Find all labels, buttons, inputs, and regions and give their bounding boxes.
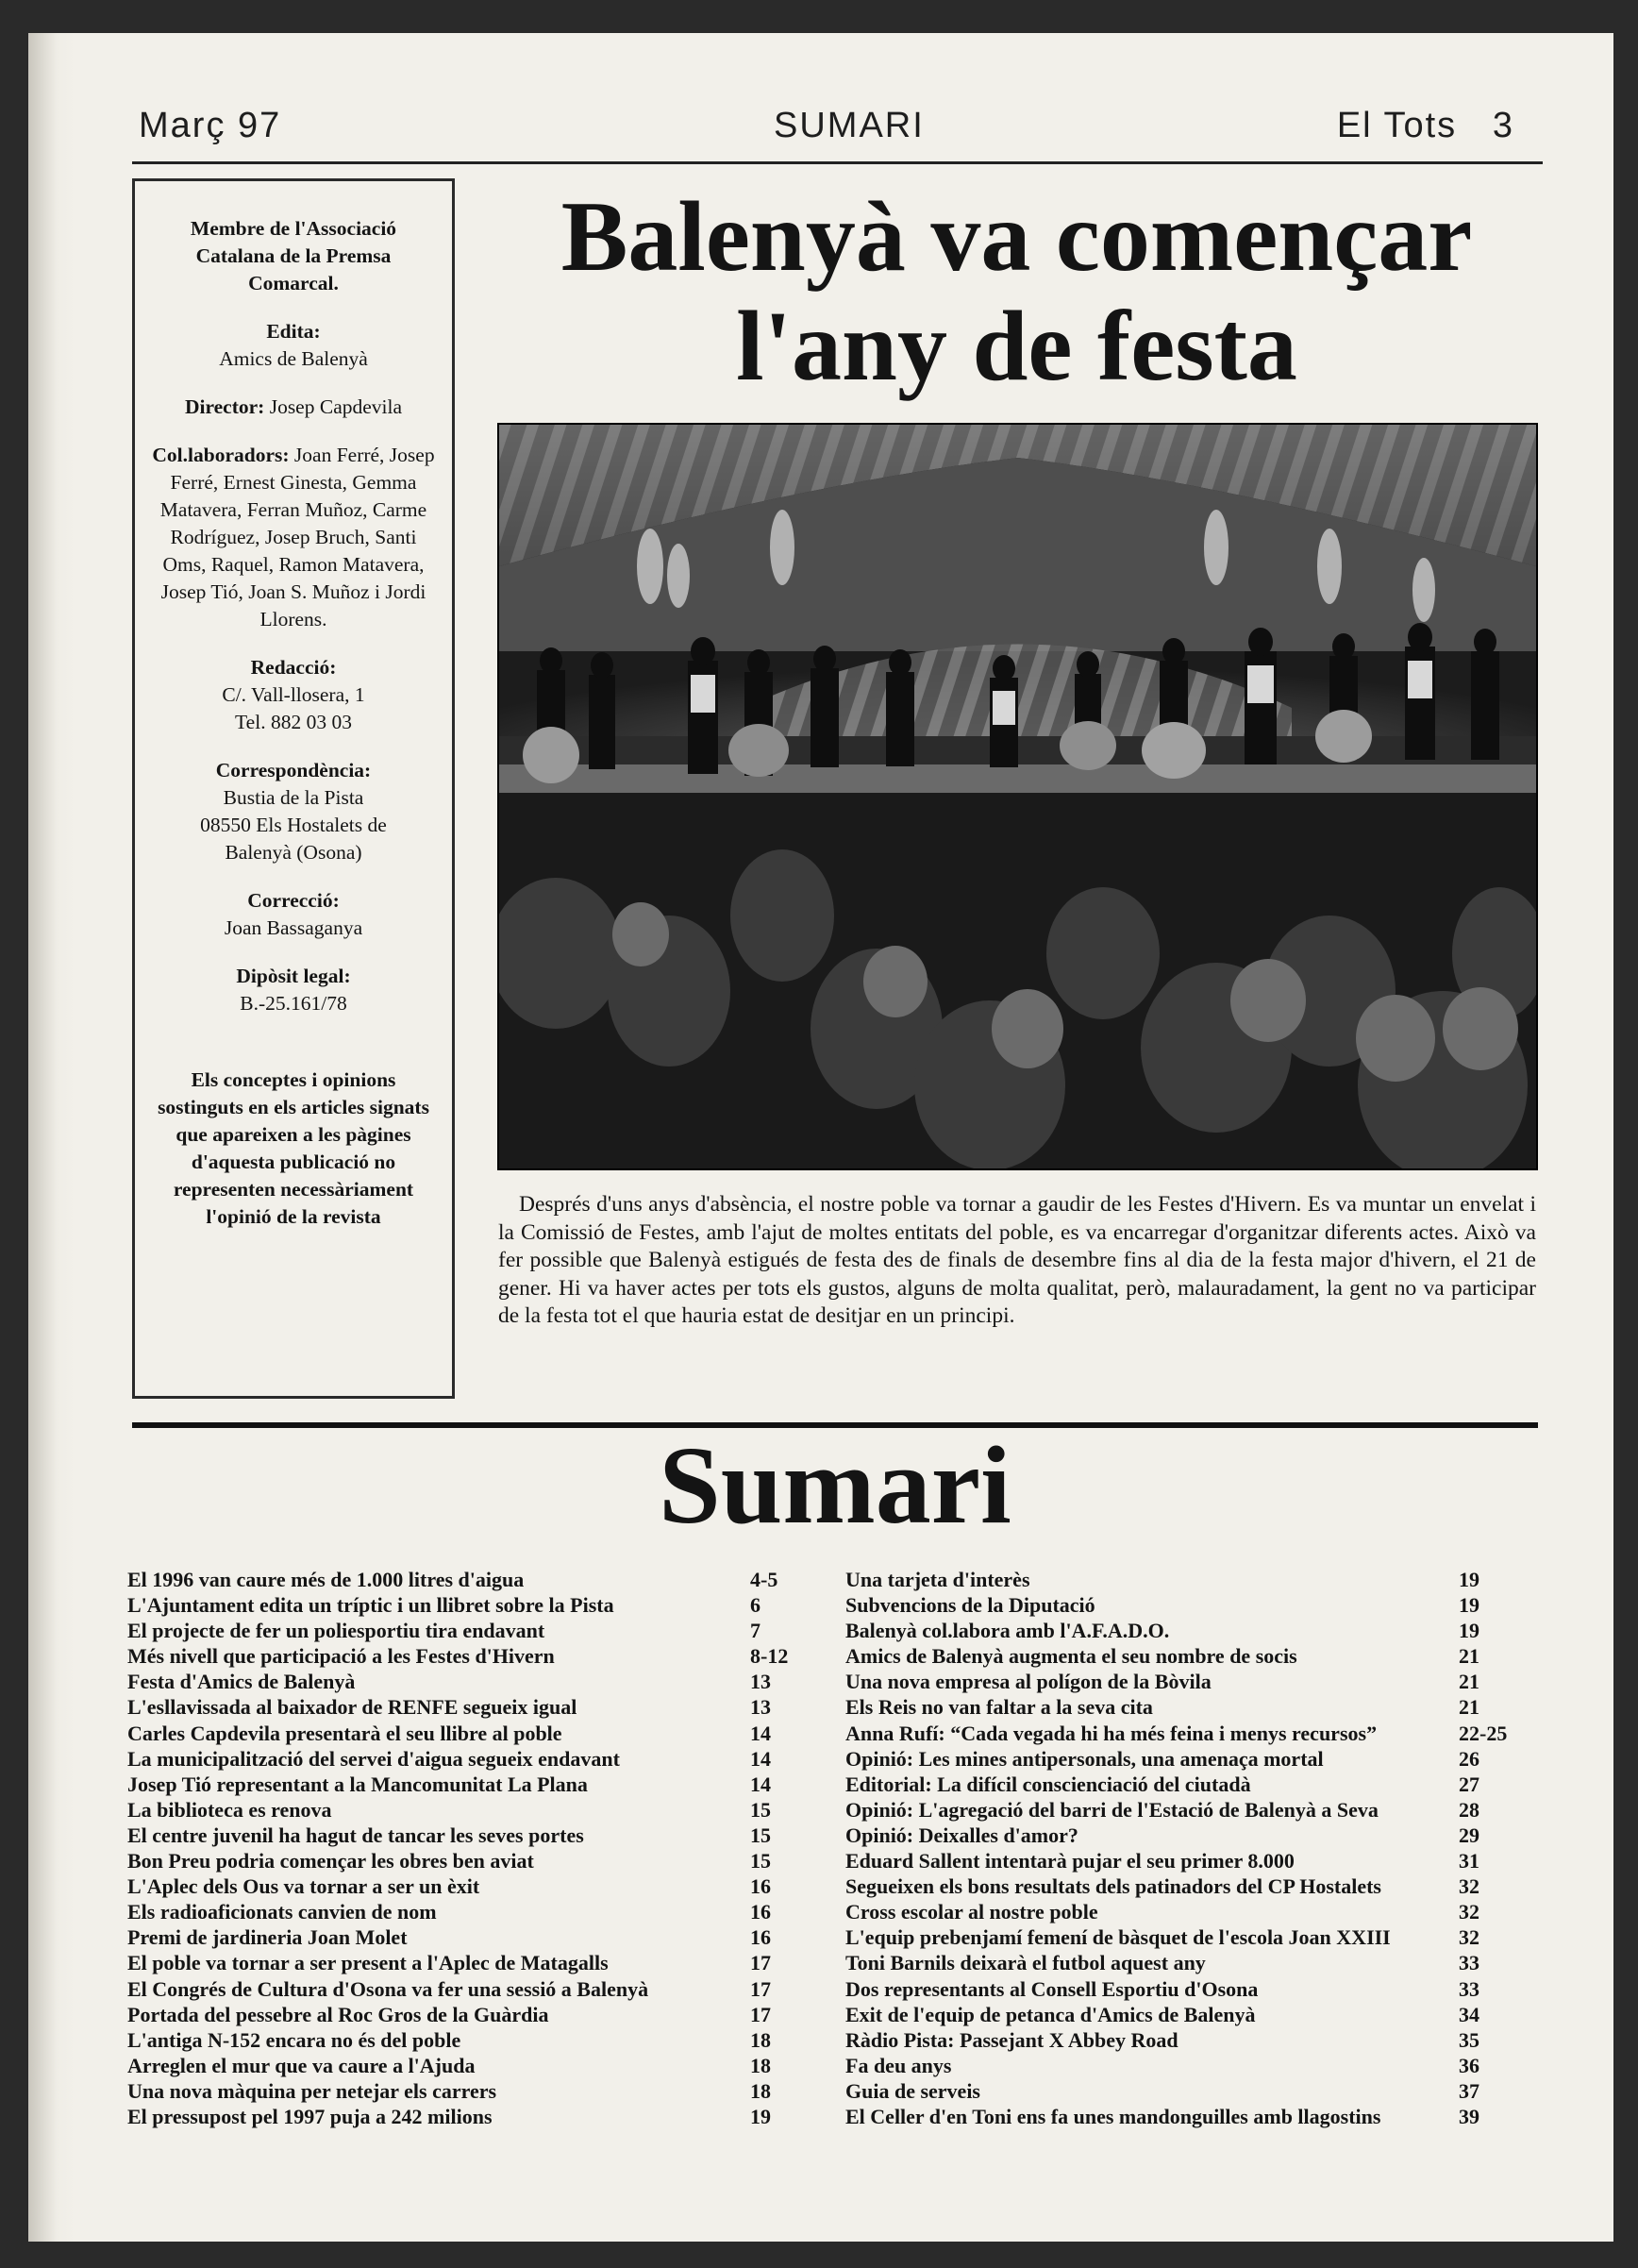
toc-entry (845, 1772, 1525, 1797)
toc-right-column (845, 1567, 1525, 2129)
toc-entry (845, 1950, 1525, 1975)
toc-entry (127, 1669, 799, 1694)
toc-entry-title: Una nova empresa al polígon de la Bòvila (845, 1670, 1212, 1694)
toc-entry-page: 37 (1459, 2078, 1479, 2103)
toc-entry-page: 39 (1459, 2104, 1479, 2128)
toc-entry-title: Premi de jardineria Joan Molet (127, 1925, 408, 1950)
toc-entry (127, 1797, 799, 1823)
corresp-label: Correspondència: (215, 759, 372, 781)
toc-entry-title: El poble va tornar a ser present a l'Aplec de Matagalls (127, 1951, 609, 1975)
toc-entry-page: 13 (750, 1670, 771, 1694)
toc-entry (845, 1721, 1525, 1746)
toc-entry-page: 28 (1459, 1797, 1479, 1822)
toc-entry (127, 1950, 799, 1975)
toc-entry-page: 27 (1459, 1772, 1479, 1796)
collab-value: Joan Ferré, Josep Ferré, Ernest Ginesta, Gemma Matavera, Ferran Muñoz, Carme Rodríguez, Josep Bruch, Santi Oms, Raquel, Ramon Matavera, Josep Tió, Joan S. Muñoz i Jordi Llorens. (159, 444, 435, 630)
page-fold-shadow (28, 33, 75, 2242)
toc-entry (127, 1848, 799, 1873)
toc-entry-title: Subvencions de la Diputació (845, 1593, 1095, 1618)
toc-entry-title: Toni Barnils deixarà el futbol aquest any (845, 1951, 1206, 1975)
collab-label: Col.laboradors: (152, 444, 290, 466)
toc-entry-page: 14 (750, 1772, 771, 1796)
toc-entry-title: Fa deu anys (845, 2053, 952, 2077)
toc-entry-title: Bon Preu podria començar les obres ben aviat (127, 1849, 534, 1873)
toc-entry-page: 21 (1459, 1695, 1479, 1720)
masthead-association: Membre de l'Associació Catalana de la Premsa Comarcal. (190, 217, 397, 294)
toc-entry-title: Arreglen el mur que va caure a l'Ajuda (127, 2053, 476, 2077)
toc-entry (127, 1924, 799, 1950)
redaccio-phone: Tel. 882 03 03 (235, 711, 352, 733)
toc-entry-title: Cross escolar al nostre poble (845, 1900, 1098, 1924)
toc-entry-page: 16 (750, 1874, 771, 1899)
toc-entry-title: Editorial: La difícil conscienciació del ciutadà (845, 1772, 1251, 1796)
toc-entry-page: 19 (750, 2104, 771, 2128)
toc-entry-page: 31 (1459, 1849, 1479, 1873)
toc-entry (845, 1618, 1525, 1643)
director-label: Director: (184, 395, 265, 418)
correccio-label: Correcció: (247, 889, 340, 912)
toc-entry-page: 13 (750, 1695, 771, 1720)
masthead-correspondencia (152, 757, 435, 866)
toc-entry-title: Amics de Balenyà augmenta el seu nombre de socis (845, 1644, 1297, 1669)
toc-entry-page: 17 (750, 2002, 771, 2026)
toc-entry-title: El Celler d'en Toni ens fa unes mandonguilles amb llagostins (845, 2104, 1381, 2128)
toc-entry-page: 21 (1459, 1644, 1479, 1669)
toc-entry (127, 1772, 799, 1797)
toc-entry-page: 32 (1459, 1900, 1479, 1924)
toc-entry-title: Ràdio Pista: Passejant X Abbey Road (845, 2027, 1178, 2052)
toc-entry-title: Josep Tió representant a la Mancomunitat La Plana (127, 1772, 588, 1796)
corresp-line3: Balenyà (Osona) (225, 841, 362, 864)
toc-entry (127, 1592, 799, 1618)
masthead-disclaimer: Els conceptes i opinions sostinguts en els articles signats que apareixen a les pàgines d'aquesta publicació no representen necessàriament l'opinió de la revista (158, 1068, 429, 1228)
toc-entry-title: Els radioaficionats canvien de nom (127, 1900, 437, 1924)
toc-entry (845, 1592, 1525, 1618)
toc-entry-page: 22-25 (1459, 1721, 1508, 1745)
toc-entry-title: L'antiga N-152 encara no és del poble (127, 2027, 461, 2052)
toc-entry (127, 1873, 799, 1899)
toc-entry (845, 1924, 1525, 1950)
toc-left-column (127, 1567, 799, 2129)
toc-entry-page: 14 (750, 1746, 771, 1771)
director-value: Josep Capdevila (269, 395, 403, 418)
toc-entry-page: 29 (1459, 1823, 1479, 1847)
toc-entry-page: 7 (750, 1619, 760, 1643)
toc-entry (127, 2078, 799, 2104)
toc-entry-title: El projecte de fer un poliesportiu tira endavant (127, 1619, 545, 1643)
masthead-director (152, 394, 435, 421)
correccio-value: Joan Bassaganya (224, 916, 363, 939)
toc-entry-page: 15 (750, 1849, 771, 1873)
toc-entry (845, 2078, 1525, 2104)
toc-entry-title: L'equip prebenjamí femení de bàsquet de l'escola Joan XXIII (845, 1925, 1391, 1950)
redaccio-address: C/. Vall-llosera, 1 (222, 683, 365, 706)
toc-entry-title: La municipalització del servei d'aigua segueix endavant (127, 1746, 620, 1771)
edita-value: Amics de Balenyà (219, 347, 368, 370)
toc-entry-title: El pressupost pel 1997 puja a 242 milions (127, 2104, 493, 2128)
toc-entry-page: 34 (1459, 2002, 1479, 2026)
toc-entry-page: 19 (1459, 1619, 1479, 1643)
toc-entry-page: 19 (1459, 1568, 1479, 1591)
photo-caption: Després d'uns anys d'absència, el nostre poble va tornar a gaudir de les Festes d'Hivern. Es va muntar un envelat i la Comissió de Festes, amb l'ajut de moltes entitats del poble, es va encarregar d'organitzar diferents actes. Això va fer possible que Balenyà estigués de festa des de finals de desembre fins al dia de la festa major d'hivern, el 21 de gener. Hi va haver actes per tots els gustos, alguns de molta qualitat, però, malauradament, la gent no va participar de la festa tot el que hauria estat de desitjar en un principi. (498, 1192, 1536, 1328)
toc-entry (845, 2027, 1525, 2053)
toc-entry-title: L'esllavissada al baixador de RENFE segueix igual (127, 1695, 577, 1720)
toc-entry-page: 15 (750, 1797, 771, 1822)
toc-entry (845, 1797, 1525, 1823)
toc-entry (127, 1618, 799, 1643)
toc-entry-title: Una tarjeta d'interès (845, 1568, 1030, 1591)
toc-entry-title: Carles Capdevila presentarà el seu llibre al poble (127, 1721, 562, 1745)
festival-dance-photo (497, 423, 1538, 1170)
toc-entry (845, 1823, 1525, 1848)
toc-entry-title: Una nova màquina per netejar els carrers (127, 2078, 497, 2103)
toc-entry (845, 1746, 1525, 1772)
toc-entry (127, 1721, 799, 1746)
toc-entry (127, 1976, 799, 2002)
toc-entry-title: Més nivell que participació a les Festes d'Hivern (127, 1644, 555, 1669)
toc-entry (845, 1873, 1525, 1899)
header-section: SUMARI (774, 106, 925, 145)
toc-entry-title: Opinió: Les mines antipersonals, una amenaça mortal (845, 1746, 1324, 1771)
toc-entry-title: Balenyà col.labora amb l'A.F.A.D.O. (845, 1619, 1170, 1643)
diposit-label: Dipòsit legal: (236, 965, 351, 987)
toc-entry-title: El 1996 van caure més de 1.000 litres d'aigua (127, 1568, 525, 1591)
toc-entry-title: Festa d'Amics de Balenyà (127, 1670, 356, 1694)
toc-entry-title: Segueixen els bons resultats dels patinadors del CP Hostalets (845, 1874, 1381, 1899)
corresp-line1: Bustia de la Pista (223, 786, 364, 809)
toc-entry-page: 33 (1459, 1976, 1479, 2001)
toc-entry-title: Anna Rufí: “Cada vegada hi ha més feina i menys recursos” (845, 1721, 1378, 1745)
toc-entry (127, 2053, 799, 2078)
toc-entry-page: 35 (1459, 2027, 1479, 2052)
toc-entry-title: El Congrés de Cultura d'Osona va fer una sessió a Balenyà (127, 1976, 649, 2001)
toc-entry (845, 1669, 1525, 1694)
toc-entry (845, 2053, 1525, 2078)
toc-entry (845, 2104, 1525, 2129)
toc-entry (127, 2104, 799, 2129)
toc-entry-page: 21 (1459, 1670, 1479, 1694)
toc-entry-title: La biblioteca es renova (127, 1797, 332, 1822)
toc-entry-title: Portada del pessebre al Roc Gros de la Guàrdia (127, 2002, 549, 2026)
toc-entry-page: 32 (1459, 1874, 1479, 1899)
toc-entry (127, 2027, 799, 2053)
toc-entry-page: 19 (1459, 1593, 1479, 1618)
toc-entry (127, 1823, 799, 1848)
masthead-collaborators (152, 442, 435, 633)
toc-entry-page: 8-12 (750, 1644, 789, 1669)
toc-entry (127, 1643, 799, 1669)
masthead-redaccio (152, 654, 435, 736)
toc-entry-title: Eduard Sallent intentarà pujar el seu primer 8.000 (845, 1849, 1295, 1873)
toc-entry-page: 26 (1459, 1746, 1479, 1771)
toc-entry-page: 33 (1459, 1951, 1479, 1975)
edita-label: Edita: (266, 320, 321, 343)
masthead-diposit (152, 963, 435, 1017)
redaccio-label: Redacció: (250, 656, 337, 679)
toc-entry-title: L'Ajuntament edita un tríptic i un llibret sobre la Pista (127, 1593, 614, 1618)
toc-entry-page: 18 (750, 2053, 771, 2077)
masthead-edita (152, 318, 435, 373)
toc-entry-title: Guia de serveis (845, 2078, 980, 2103)
masthead-correccio (152, 887, 435, 942)
toc-entry-title: El centre juvenil ha hagut de tancar les seves portes (127, 1823, 584, 1847)
toc-entry (127, 1899, 799, 1924)
header-publication-page: El Tots 3 (1336, 106, 1514, 145)
diposit-value: B.-25.161/78 (240, 992, 347, 1015)
toc-entry (845, 1694, 1525, 1720)
toc-entry (845, 1643, 1525, 1669)
toc-entry-page: 32 (1459, 1925, 1479, 1950)
toc-entry (127, 1567, 799, 1592)
toc-entry-title: Dos representants al Consell Esportiu d'Osona (845, 1976, 1259, 2001)
toc-entry (845, 1899, 1525, 1924)
toc-entry-page: 17 (750, 1976, 771, 2001)
header-date: Març 97 (139, 106, 282, 145)
header-rule (132, 161, 1543, 164)
toc-entry-page: 14 (750, 1721, 771, 1745)
toc-entry-title: Opinió: L'agregació del barri de l'Estació de Balenyà a Seva (845, 1797, 1379, 1822)
toc-entry (845, 1976, 1525, 2002)
toc-entry-page: 18 (750, 2027, 771, 2052)
masthead-box (132, 178, 455, 1399)
toc-entry-title: Exit de l'equip de petanca d'Amics de Balenyà (845, 2002, 1256, 2026)
toc-entry-page: 17 (750, 1951, 771, 1975)
toc-entry-title: Opinió: Deixalles d'amor? (845, 1823, 1078, 1847)
headline (491, 182, 1543, 401)
toc-entry-page: 16 (750, 1925, 771, 1950)
toc-entry-page: 16 (750, 1900, 771, 1924)
headline-line1: Balenyà va començar (560, 181, 1473, 292)
toc-entry (127, 1694, 799, 1720)
toc-entry-page: 6 (750, 1593, 760, 1618)
toc-entry-title: Els Reis no van faltar a la seva cita (845, 1695, 1153, 1720)
corresp-line2: 08550 Els Hostalets de (200, 814, 387, 836)
toc-entry-page: 18 (750, 2078, 771, 2103)
toc-entry-page: 4-5 (750, 1568, 778, 1591)
headline-line2: l'any de festa (736, 291, 1297, 401)
toc-entry-page: 15 (750, 1823, 771, 1847)
toc-entry-page: 36 (1459, 2053, 1479, 2077)
toc-entry (127, 1746, 799, 1772)
toc-entry (845, 1848, 1525, 1873)
sumari-title: Sumari (659, 1423, 1011, 1547)
toc-entry (845, 1567, 1525, 1592)
toc-entry-title: L'Aplec dels Ous va tornar a ser un èxit (127, 1874, 480, 1899)
toc-entry (845, 2002, 1525, 2027)
toc-entry (127, 2002, 799, 2027)
